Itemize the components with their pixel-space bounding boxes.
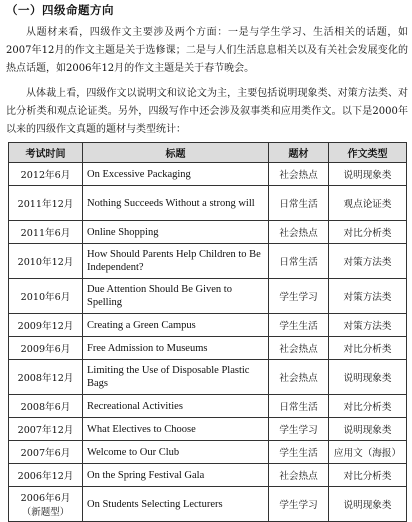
table-row bbox=[9, 418, 407, 441]
table-row bbox=[9, 395, 407, 418]
essay-title-cell bbox=[83, 360, 269, 395]
exam-date-cell bbox=[9, 464, 83, 487]
essay-title-text: Recreational Activities bbox=[87, 400, 183, 412]
essay-title-cell bbox=[83, 221, 269, 244]
exam-date-text: 2010年12月 bbox=[17, 257, 74, 268]
essay-title-cell bbox=[83, 464, 269, 487]
category-text: 社会热点 bbox=[279, 170, 318, 181]
essay-type-text: 对策方法类 bbox=[343, 257, 392, 268]
header-essay-type: 作文类型 bbox=[329, 143, 407, 163]
essay-title-cell bbox=[83, 418, 269, 441]
category-cell bbox=[269, 314, 329, 337]
essay-title-cell bbox=[83, 186, 269, 221]
essay-title-cell bbox=[83, 337, 269, 360]
essay-title-text: On Students Selecting Lecturers bbox=[87, 498, 223, 510]
exam-date-text: 2011年12月 bbox=[17, 199, 74, 210]
essay-title-text: On Excessive Packaging bbox=[87, 168, 191, 180]
exam-date-text: 2008年12月 bbox=[17, 373, 74, 384]
essay-type-text: 对比分析类 bbox=[343, 228, 392, 239]
essay-type-cell bbox=[329, 163, 407, 186]
essay-type-text: 对策方法类 bbox=[343, 292, 392, 303]
header-exam-date: 考试时间 bbox=[9, 143, 83, 163]
essay-title-text: Limiting the Use of Disposable Plastic Bags bbox=[87, 365, 250, 389]
essay-type-text: 对比分析类 bbox=[343, 471, 392, 482]
table-row bbox=[9, 487, 407, 522]
category-cell bbox=[269, 221, 329, 244]
essay-title-text: Free Admission to Museums bbox=[87, 342, 208, 354]
essay-type-text: 说明现象类 bbox=[343, 500, 392, 511]
essay-type-text: 对比分析类 bbox=[343, 402, 392, 413]
essay-type-text: 观点论证类 bbox=[343, 199, 392, 210]
essay-title-cell bbox=[83, 279, 269, 314]
table-row bbox=[9, 221, 407, 244]
section-title: （一）四级命题方向 bbox=[6, 3, 114, 17]
table-row bbox=[9, 314, 407, 337]
essay-title-text: Creating a Green Campus bbox=[87, 319, 196, 331]
paragraph-topics: 从题材来看，四级作文主要涉及两个方面：一是与学生学习、生活相关的话题，如2007年12月的作文主题是关于选修课；二是与人们生活息息相关以及有关社会发展变化的热点话题，如2006年12月的作文主题是关于春节晚会。 bbox=[6, 27, 408, 74]
category-text: 学生学习 bbox=[279, 425, 318, 436]
exam-date-cell bbox=[9, 395, 83, 418]
exam-date-text: 2007年6月 bbox=[20, 448, 71, 459]
essay-type-text: 说明现象类 bbox=[343, 425, 392, 436]
essay-title-text: Due Attention Should Be Given to Spelling bbox=[87, 284, 232, 308]
exam-date-cell bbox=[9, 314, 83, 337]
exam-date-text: 2006年6月 bbox=[20, 493, 71, 504]
category-text: 社会热点 bbox=[279, 471, 318, 482]
category-text: 日常生活 bbox=[279, 257, 318, 268]
table-row bbox=[9, 464, 407, 487]
new-format-note: （新题型） bbox=[21, 507, 70, 518]
exam-date-cell bbox=[9, 186, 83, 221]
exam-date-text: 2011年6月 bbox=[20, 228, 71, 239]
category-cell bbox=[269, 441, 329, 464]
essay-type-cell bbox=[329, 186, 407, 221]
exam-date-cell bbox=[9, 337, 83, 360]
essay-type-text: 说明现象类 bbox=[343, 170, 392, 181]
essay-type-text: 应用文（海报） bbox=[333, 448, 402, 459]
category-text: 学生生活 bbox=[279, 321, 318, 332]
category-text: 社会热点 bbox=[279, 373, 318, 384]
category-text: 学生生活 bbox=[279, 448, 318, 459]
essay-title-cell bbox=[83, 441, 269, 464]
category-cell bbox=[269, 464, 329, 487]
essay-type-cell bbox=[329, 279, 407, 314]
essay-type-cell bbox=[329, 395, 407, 418]
category-cell bbox=[269, 279, 329, 314]
essay-title-text: Nothing Succeeds Without a strong will bbox=[87, 197, 255, 209]
essay-type-cell bbox=[329, 337, 407, 360]
essay-title-cell bbox=[83, 244, 269, 279]
exam-date-text: 2006年12月 bbox=[17, 471, 74, 482]
essay-title-cell bbox=[83, 395, 269, 418]
exam-date-cell bbox=[9, 487, 83, 522]
essay-type-text: 说明现象类 bbox=[343, 373, 392, 384]
table-row bbox=[9, 337, 407, 360]
category-text: 日常生活 bbox=[279, 402, 318, 413]
essay-title-cell bbox=[83, 314, 269, 337]
essay-type-cell bbox=[329, 360, 407, 395]
paragraph-genres: 从体裁上看，四级作文以说明文和议论文为主，主要包括说明现象类、对策方法类、对比分析类和观点论证类。另外，四级写作中还会涉及叙事类和应用类作文。以下是2000年以来的四级作文真题的题材与类型统计： bbox=[6, 88, 408, 135]
essay-type-cell bbox=[329, 441, 407, 464]
table-row bbox=[9, 360, 407, 395]
table-row bbox=[9, 441, 407, 464]
exam-date-cell bbox=[9, 418, 83, 441]
exam-date-cell bbox=[9, 360, 83, 395]
exam-date-cell bbox=[9, 244, 83, 279]
table-row bbox=[9, 244, 407, 279]
essay-type-text: 对策方法类 bbox=[343, 321, 392, 332]
essay-type-cell bbox=[329, 314, 407, 337]
header-category: 题材 bbox=[269, 143, 329, 163]
exam-date-text: 2010年6月 bbox=[20, 292, 71, 303]
essay-title-cell bbox=[83, 487, 269, 522]
essay-title-text: How Should Parents Help Children to Be Independent? bbox=[87, 249, 261, 273]
exam-date-text: 2008年6月 bbox=[20, 402, 71, 413]
category-cell bbox=[269, 395, 329, 418]
category-cell bbox=[269, 360, 329, 395]
exam-date-cell bbox=[9, 441, 83, 464]
essay-type-cell bbox=[329, 418, 407, 441]
essay-title-text: What Electives to Choose bbox=[87, 423, 196, 435]
category-cell bbox=[269, 163, 329, 186]
header-title: 标题 bbox=[83, 143, 269, 163]
category-text: 学生学习 bbox=[279, 500, 318, 511]
table-header-row bbox=[9, 143, 407, 163]
essay-title-text: Online Shopping bbox=[87, 226, 159, 238]
essay-type-text: 对比分析类 bbox=[343, 344, 392, 355]
category-cell bbox=[269, 244, 329, 279]
category-cell bbox=[269, 186, 329, 221]
essay-title-text: On the Spring Festival Gala bbox=[87, 469, 205, 481]
exam-topics-table bbox=[8, 142, 407, 522]
table-row bbox=[9, 186, 407, 221]
category-text: 社会热点 bbox=[279, 344, 318, 355]
exam-date-text: 2007年12月 bbox=[17, 425, 74, 436]
essay-type-cell bbox=[329, 487, 407, 522]
exam-date-text: 2009年12月 bbox=[17, 321, 74, 332]
exam-date-cell bbox=[9, 279, 83, 314]
essay-type-cell bbox=[329, 221, 407, 244]
essay-type-cell bbox=[329, 464, 407, 487]
category-cell bbox=[269, 418, 329, 441]
essay-title-cell bbox=[83, 163, 269, 186]
table-row bbox=[9, 279, 407, 314]
essay-title-text: Welcome to Our Club bbox=[87, 446, 180, 458]
exam-date-text: 2012年6月 bbox=[20, 170, 71, 181]
category-text: 日常生活 bbox=[279, 199, 318, 210]
category-cell bbox=[269, 487, 329, 522]
table-row bbox=[9, 163, 407, 186]
essay-type-cell bbox=[329, 244, 407, 279]
exam-date-text: 2009年6月 bbox=[20, 344, 71, 355]
category-text: 学生学习 bbox=[279, 292, 318, 303]
category-cell bbox=[269, 337, 329, 360]
exam-date-cell bbox=[9, 163, 83, 186]
exam-date-cell bbox=[9, 221, 83, 244]
category-text: 社会热点 bbox=[279, 228, 318, 239]
